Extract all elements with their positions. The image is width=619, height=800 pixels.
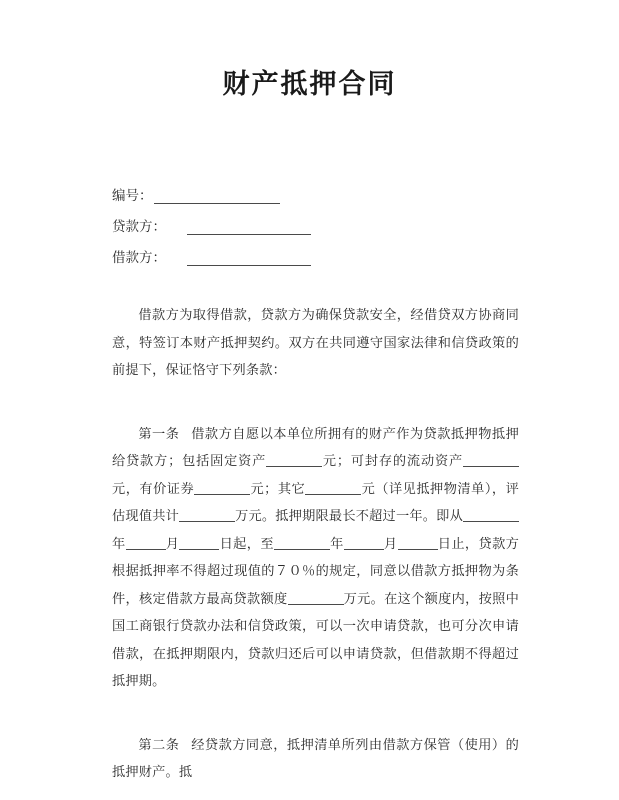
inline-blank[interactable] [463, 507, 519, 522]
clause-text-run: 月 [383, 536, 398, 552]
clause-text-run: 经贷款方同意，抵押清单所列由借款方保管（使用）的抵押财产。抵 [112, 737, 519, 780]
clause-text-run: 元，有价证券 [112, 481, 195, 497]
clause-text-run: 元（详见抵押物清单），评估现值共计 [112, 481, 519, 524]
clause-text-run: 借款方自愿以本单位所拥有的财产作为贷款抵押物抵押给贷款方；包括固定资产 [112, 426, 519, 469]
inline-blank[interactable] [179, 507, 235, 522]
field-blank-no[interactable] [154, 190, 280, 204]
header-fields [0, 173, 619, 266]
document-body [0, 302, 619, 787]
inline-blank[interactable] [398, 535, 438, 550]
field-label-borrower: 借款方： [112, 249, 166, 266]
clause-text-run: 万元。在这个额度内，按照中国工商银行贷款办法和信贷政策，可以一次申请贷款，也可分次申请借款，在抵押期限内，贷款归还后可以申请贷款，但借款期不得超过抵押期。 [112, 591, 519, 689]
inline-blank[interactable] [126, 535, 166, 550]
page-title: 财产抵押合同 [222, 69, 397, 100]
field-row-borrower [112, 235, 619, 266]
preamble-paragraph: 借款方为取得借款，贷款方为确保贷款安全，经借贷双方协商同意，特签订本财产抵押契约。双方在共同遵守国家法律和信贷政策的前提下，保证恪守下列条款： [112, 308, 519, 378]
clause-text-run: 月 [165, 536, 180, 552]
field-row-lender [112, 204, 619, 235]
field-label-lender: 贷款方： [112, 218, 166, 235]
clause-text-run: 日起，至 [219, 536, 274, 552]
inline-blank[interactable] [463, 452, 519, 467]
clause-text-run: 年 [112, 536, 126, 552]
clause-paragraph-1 [112, 421, 519, 696]
inline-blank[interactable] [266, 452, 322, 467]
inline-blank[interactable] [274, 535, 330, 550]
field-row-no [112, 173, 619, 204]
clause-text-run: 年 [329, 536, 344, 552]
clause-text-run: 万元。抵押期限最长不超过一年。即从 [235, 509, 463, 524]
clause-body-1 [112, 427, 519, 690]
inline-blank[interactable] [305, 480, 361, 495]
field-blank-lender[interactable] [187, 221, 311, 235]
inline-blank[interactable] [179, 535, 219, 550]
clause-heading-1: 第一条 [138, 426, 180, 442]
clause-text-run: 元；其它 [250, 481, 306, 497]
field-label-no: 编号： [112, 187, 153, 204]
inline-blank[interactable] [288, 590, 344, 605]
clause-text-run: 元；可封存的流动资产 [322, 454, 464, 469]
inline-blank[interactable] [344, 535, 384, 550]
clause-heading-2: 第二条 [138, 737, 180, 753]
inline-blank[interactable] [194, 480, 250, 495]
clause-text-run: 日止，贷款方根据抵押率不得超过现值的７０％的规定，同意以借款方抵押物为条件，核定借款方最高贷款额度 [112, 536, 520, 607]
clause-paragraph-2 [112, 732, 519, 787]
field-blank-borrower[interactable] [187, 252, 311, 266]
